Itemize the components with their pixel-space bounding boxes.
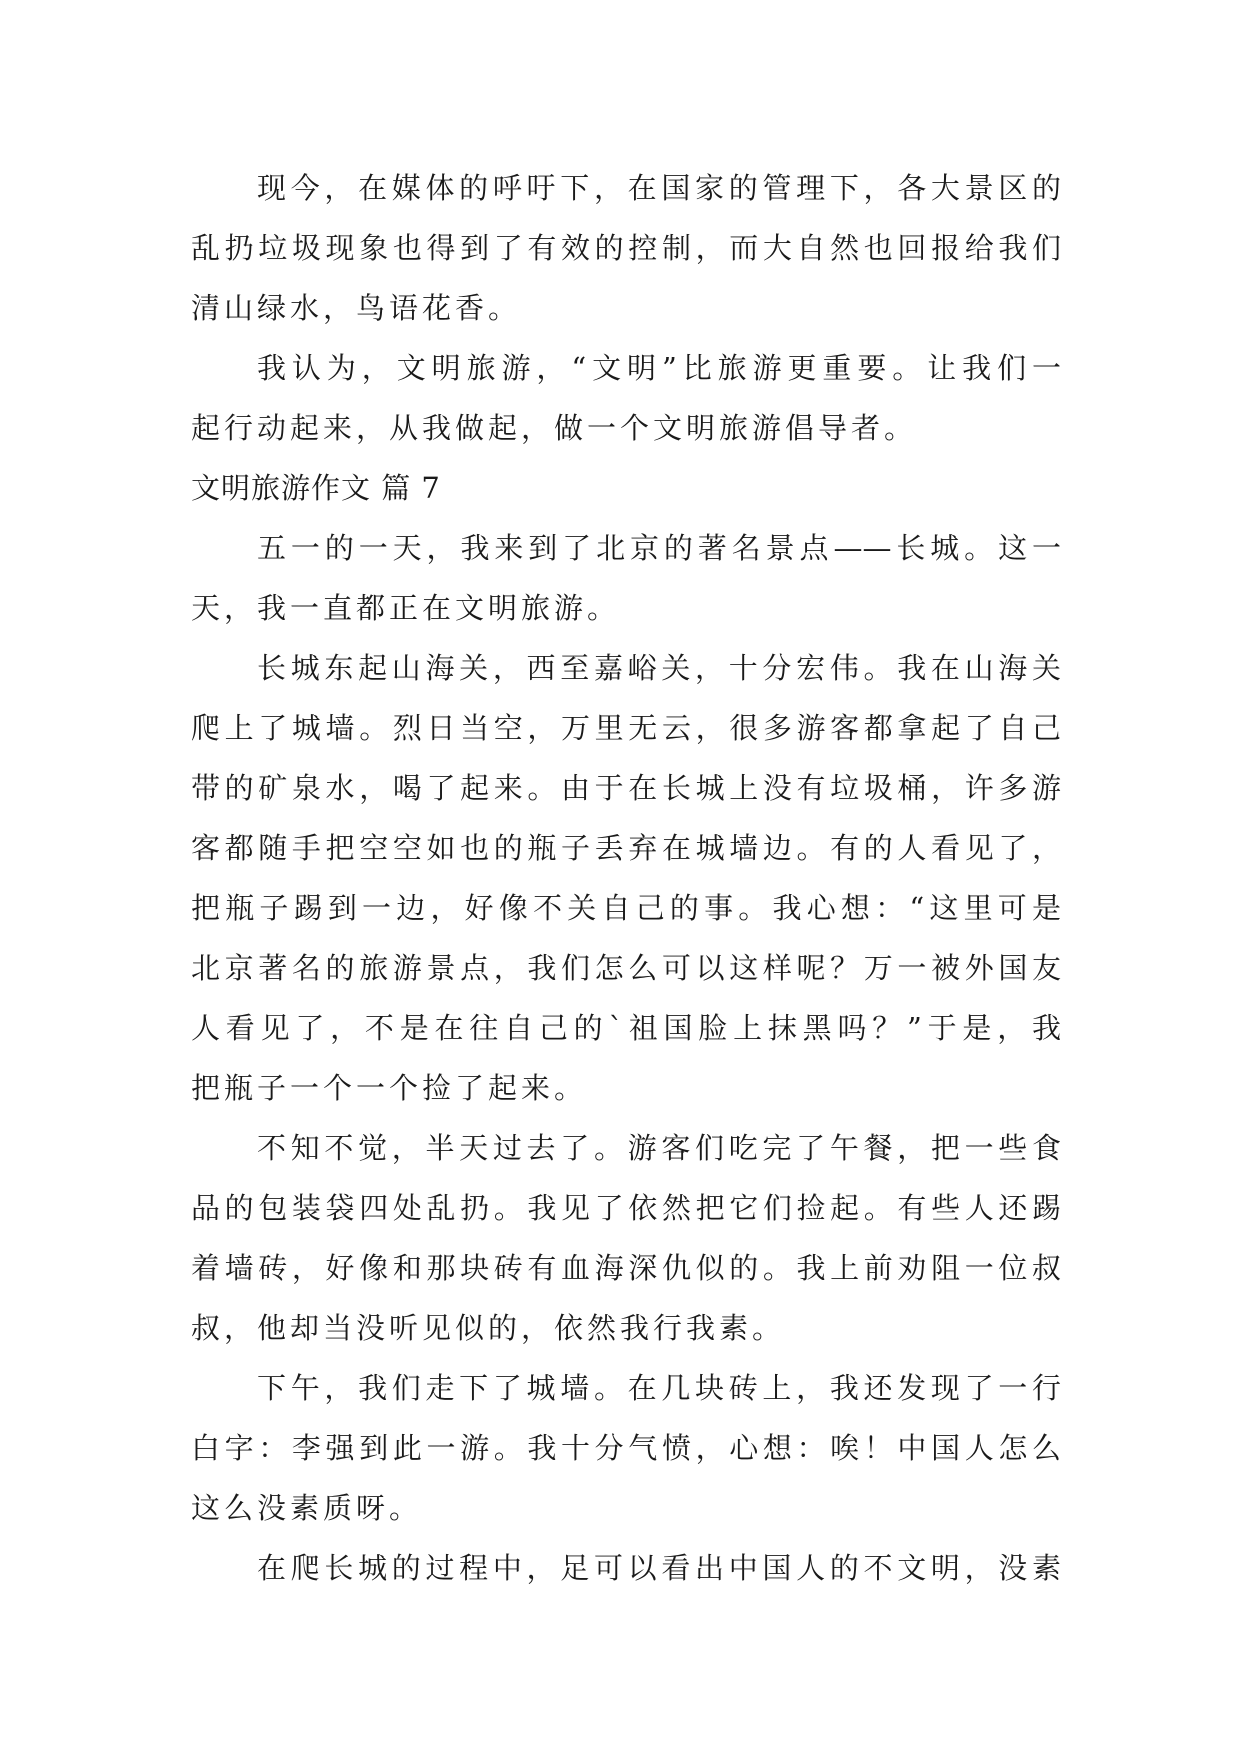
paragraph-line: 品的包装袋四处乱扔。我见了依然把它们捡起。有些人还踢 xyxy=(191,1191,1061,1225)
paragraph-line: 白字：李强到此一游。我十分气愤，心想：唉！中国人怎么 xyxy=(191,1431,1061,1465)
paragraph-line: 乱扔垃圾现象也得到了有效的控制，而大自然也回报给我们 xyxy=(191,231,1061,265)
document-page xyxy=(191,158,1061,1598)
paragraph-line: 清山绿水，鸟语花香。 xyxy=(191,291,522,325)
section-heading: 文明旅游作文 篇 7 xyxy=(191,471,441,505)
paragraph-line: 把瓶子踢到一边，好像不关自己的事。我心想：“这里可是 xyxy=(191,891,1061,925)
paragraph-line: 这么没素质呀。 xyxy=(191,1491,423,1525)
paragraph-line: 起行动起来，从我做起，做一个文明旅游倡导者。 xyxy=(191,411,918,445)
paragraph-line: 五一的一天，我来到了北京的著名景点——长城。这一 xyxy=(257,531,1061,565)
paragraph-line: 北京著名的旅游景点，我们怎么可以这样呢？万一被外国友 xyxy=(191,951,1061,985)
paragraph-line: 带的矿泉水，喝了起来。由于在长城上没有垃圾桶，许多游 xyxy=(191,771,1061,805)
paragraph-line: 在爬长城的过程中，足可以看出中国人的不文明，没素 xyxy=(257,1551,1061,1585)
paragraph-line: 着墙砖，好像和那块砖有血海深仇似的。我上前劝阻一位叔 xyxy=(191,1251,1061,1285)
paragraph-line: 人看见了，不是在往自己的`祖国脸上抹黑吗？”于是，我 xyxy=(191,1011,1061,1045)
paragraph-line: 把瓶子一个一个捡了起来。 xyxy=(191,1071,588,1105)
paragraph-line: 天，我一直都正在文明旅游。 xyxy=(191,591,621,625)
paragraph-line: 爬上了城墙。烈日当空，万里无云，很多游客都拿起了自己 xyxy=(191,711,1061,745)
paragraph-line: 下午，我们走下了城墙。在几块砖上，我还发现了一行 xyxy=(257,1371,1061,1405)
paragraph-line: 叔，他却当没听见似的，依然我行我素。 xyxy=(191,1311,786,1345)
paragraph-line: 长城东起山海关，西至嘉峪关，十分宏伟。我在山海关 xyxy=(257,651,1061,685)
paragraph-line: 我认为，文明旅游，“文明”比旅游更重要。让我们一 xyxy=(257,351,1061,385)
paragraph-line: 客都随手把空空如也的瓶子丢弃在城墙边。有的人看见了， xyxy=(191,831,1061,865)
paragraph-line: 现今，在媒体的呼吁下，在国家的管理下，各大景区的 xyxy=(257,171,1061,205)
paragraph-line: 不知不觉，半天过去了。游客们吃完了午餐，把一些食 xyxy=(257,1131,1061,1165)
